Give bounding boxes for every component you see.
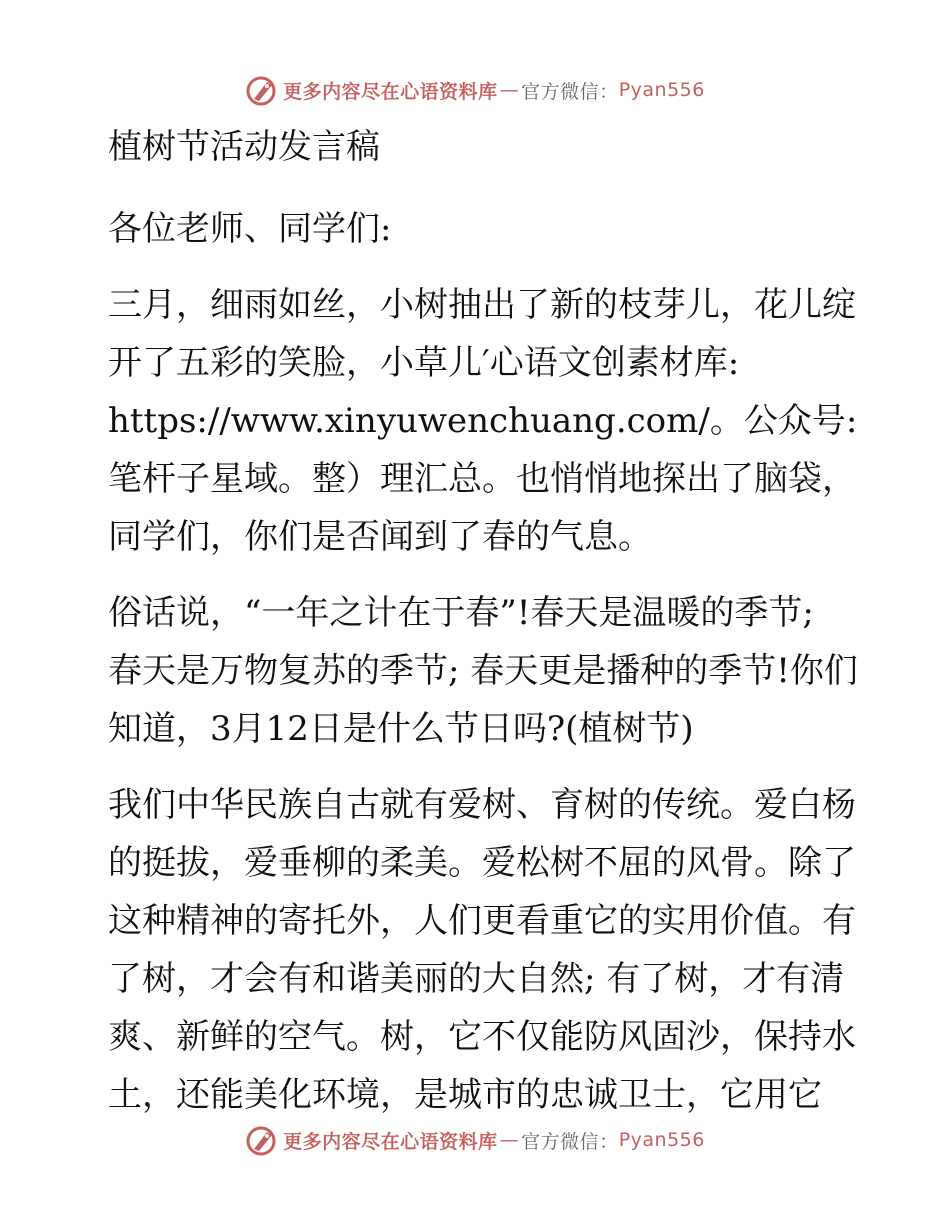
- banner-dash: —: [499, 79, 520, 101]
- document-body: [98, 118, 858, 1142]
- footer-banner-dash: —: [499, 1129, 520, 1151]
- pen-nib-logo-icon: [245, 1123, 279, 1157]
- footer-banner: [0, 1120, 950, 1160]
- banner-wechat-id: Pyan556: [618, 79, 705, 101]
- banner-official-label: 官方微信：: [521, 80, 619, 103]
- document-title: 植树节活动发言稿: [108, 127, 380, 167]
- paragraph-2: 俗话说，“一年之计在于春”!春天是温暖的季节; 春天是万物复苏的季节; 春天更是播种的季节!你们知道，3月12日是什么节日吗?(植树节): [108, 593, 858, 749]
- header-banner: [0, 70, 950, 110]
- footer-banner-wechat-id: Pyan556: [618, 1129, 705, 1151]
- footer-banner-title: 更多内容尽在心语资料库: [283, 1130, 498, 1153]
- paragraph-3: 我们中华民族自古就有爱树、育树的传统。爱白杨的挺拔，爱垂柳的柔美。爱松树不屈的风骨。除了这种精神的寄托外，人们更看重它的实用价值。有了树，才会有和谐美丽的大自然; 有了树，才有清爽、新鲜的空气。树，它不仅能防风固沙，保持水土，还能美化环境，是城市的忠诚卫士，它用它: [108, 785, 856, 1115]
- footer-banner-official-label: 官方微信：: [521, 1130, 619, 1153]
- paragraph-1: 三月，细雨如丝，小树抽出了新的枝芽儿，花儿绽开了五彩的笑脸，小草儿′心语文创素材库: https://www.xinyuwenchuang.com/。公众号: 笔杆子星域。整）理汇总。也悄悄地探出了脑袋，同学们，你们是否闻到了春的气息。: [108, 285, 858, 557]
- banner-title: 更多内容尽在心语资料库: [283, 80, 498, 103]
- pen-nib-logo-icon: [245, 73, 279, 107]
- document-greeting: 各位老师、同学们:: [108, 209, 392, 249]
